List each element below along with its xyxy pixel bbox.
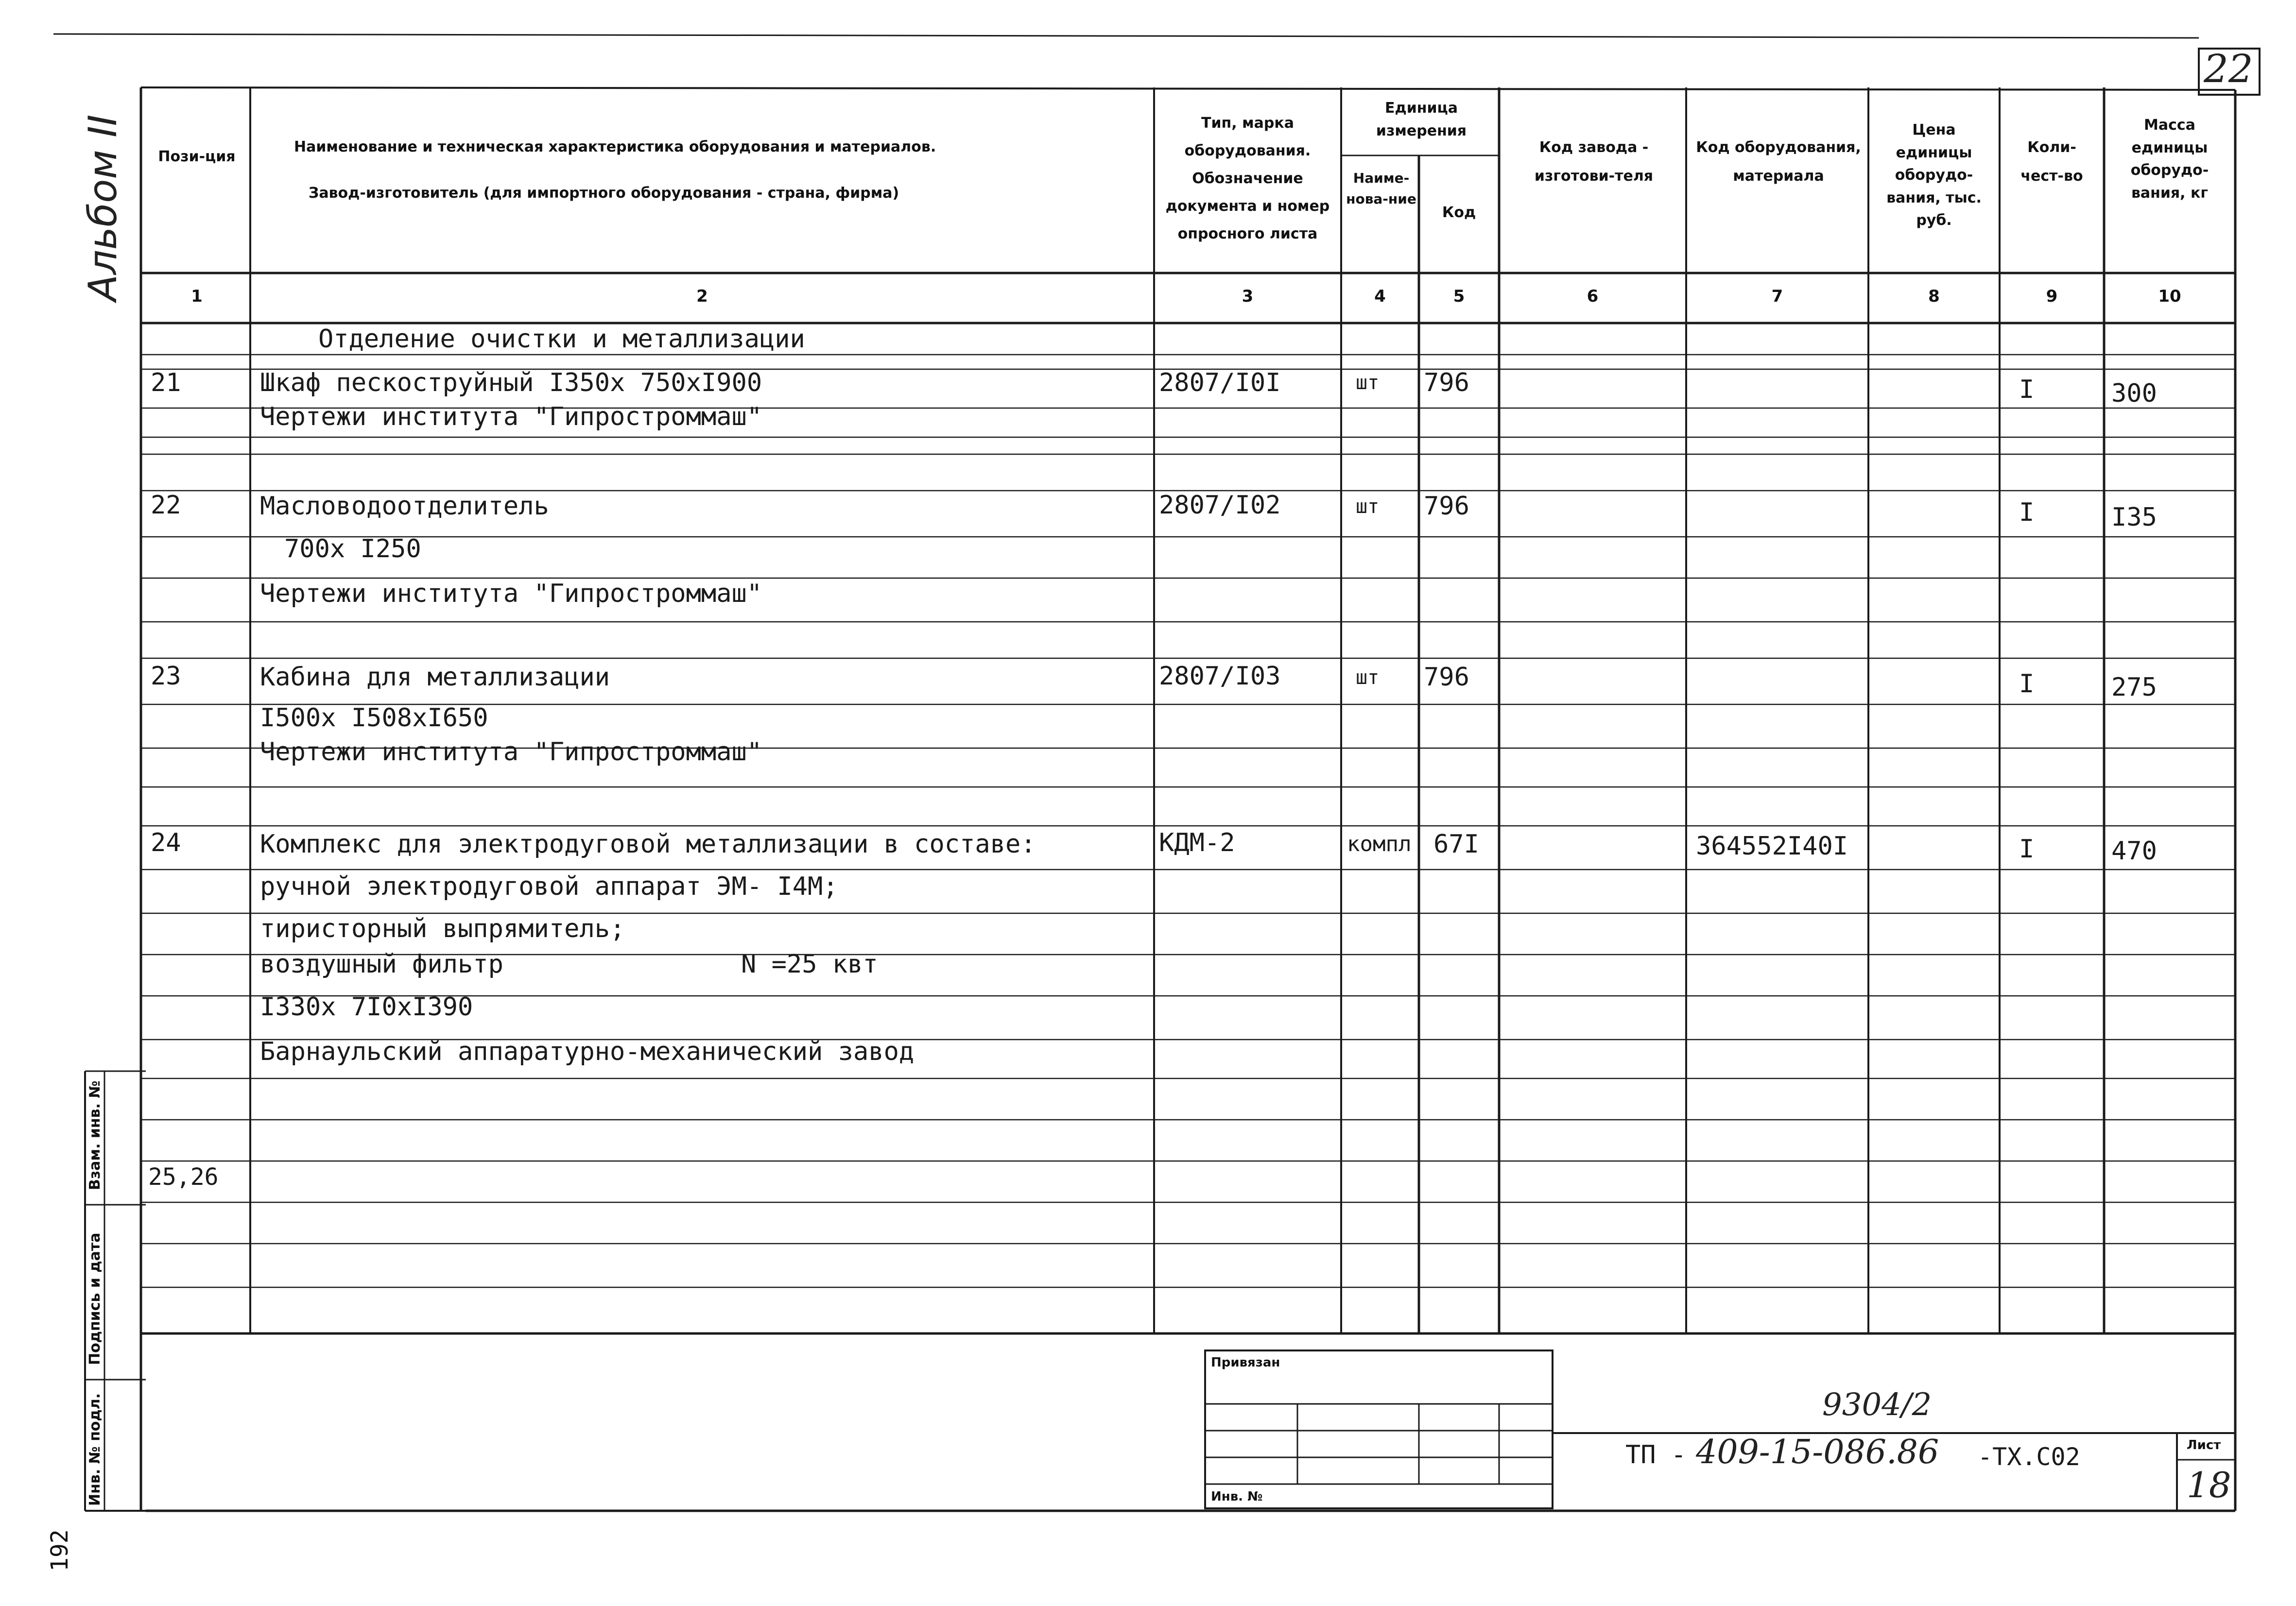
row-21-drawing-note: Чертежи института "Гипростроммаш": [260, 402, 762, 431]
col-number-2: 2: [696, 287, 708, 306]
row-22-doc: 2807/I02: [1159, 491, 1281, 520]
header-unit-code: Код: [1442, 204, 1476, 221]
row-24-name: Комплекс для электродуговой металлизации в составе:: [260, 830, 1036, 859]
header-name-line2: Завод-изготовитель (для импортного оборудования - страна, фирма): [309, 185, 899, 202]
row-23-unit: шт: [1356, 666, 1380, 689]
row-22-dimensions: 700х I250: [284, 534, 421, 564]
row-22-unit-code: 796: [1424, 492, 1469, 521]
row-23-doc: 2807/I03: [1159, 662, 1281, 691]
row-23-name: Кабина для металлизации: [260, 663, 610, 692]
row-24-position: 24: [151, 828, 181, 857]
side-left-number: 192: [46, 1529, 73, 1572]
row-24-unit: компл: [1347, 832, 1412, 856]
row-21-doc: 2807/I0I: [1159, 368, 1281, 397]
sheet-corner-number: 22: [2204, 46, 2253, 91]
header-type-doc: Тип, марка оборудования. Обозначение документа и номер опросного листа: [1165, 115, 1330, 242]
row-22-qty: I: [2019, 498, 2035, 527]
row-23-drawing-note: Чертежи института "Гипростроммаш": [260, 737, 762, 767]
row-22-name: Масловодоотделитель: [260, 492, 549, 521]
row-22-drawing-note: Чертежи института "Гипростроммаш": [260, 579, 762, 608]
col-number-1: 1: [191, 287, 203, 306]
row-22-unit: шт: [1356, 495, 1380, 518]
row-24-manufacturer: Барнаульский аппаратурно-механический завод: [260, 1037, 915, 1066]
row-24-dimensions: I330х 7I0хI390: [260, 992, 473, 1022]
header-position: Пози-ция: [158, 148, 236, 165]
side-label-vzam-inv: Взам. инв. №: [86, 1080, 104, 1190]
row-22-position: 22: [151, 491, 181, 520]
sheet-number: 18: [2187, 1465, 2231, 1505]
col-number-5: 5: [1453, 287, 1465, 306]
col-number-7: 7: [1771, 287, 1783, 306]
col-number-10: 10: [2158, 287, 2181, 306]
row-24-mass: 470: [2111, 837, 2157, 866]
row-21-unit: шт: [1356, 372, 1380, 394]
designation-prefix: ТП -: [1625, 1440, 1687, 1469]
row-22-mass: I35: [2111, 503, 2157, 532]
col-number-3: 3: [1242, 287, 1254, 306]
side-label-inv-podl: Инв. № подл.: [86, 1393, 104, 1506]
row-24-qty: I: [2019, 835, 2035, 864]
row-23-position: 23: [151, 662, 181, 691]
header-name-line1: Наименование и техническая характеристика оборудования и материалов.: [294, 138, 936, 155]
col-number-4: 4: [1374, 287, 1386, 306]
row-24-equipment-code: 364552I40I: [1696, 832, 1848, 861]
row-23-qty: I: [2019, 669, 2035, 699]
row-21-mass: 300: [2111, 379, 2157, 408]
section-title: Отделение очистки и металлизации: [318, 325, 805, 354]
row-24-component-3: воздушный фильтр: [260, 950, 503, 979]
row-21-qty: I: [2019, 375, 2035, 404]
sheet-label: Лист: [2187, 1438, 2221, 1452]
row-24-unit-code: 67I: [1433, 830, 1479, 859]
row-23-mass: 275: [2111, 673, 2157, 702]
album-label: Альбом II: [80, 114, 125, 301]
order-number: 9304/2: [1822, 1387, 1932, 1423]
header-unit-group: Единица измерения: [1376, 100, 1467, 139]
row-24-component-1: ручной электродуговой аппарат ЭМ- I4М;: [260, 872, 838, 901]
row-21-name: Шкаф пескоструйный I350х 750хI900: [260, 368, 762, 397]
row-21-unit-code: 796: [1424, 368, 1469, 397]
designation-suffix: -ТХ.С02: [1978, 1443, 2080, 1471]
row-24-power-note: N =25 квт: [741, 950, 878, 979]
col-number-6: 6: [1587, 287, 1599, 306]
header-price: Цена единицы оборудо-вания, тыс. руб.: [1886, 121, 1982, 229]
header-factory-code: Код завода - изготови-теля: [1534, 139, 1654, 185]
row-24-component-2: тиристорный выпрямитель;: [260, 914, 625, 943]
stamp-inv-no: Инв. №: [1211, 1489, 1263, 1504]
row-21-position: 21: [151, 368, 181, 397]
header-mass: Масса единицы оборудо-вания, кг: [2130, 117, 2209, 202]
col-number-9: 9: [2046, 287, 2058, 306]
stamp-privyazan: Привязан: [1211, 1355, 1280, 1370]
designation-number: 409-15-086.86: [1696, 1433, 1939, 1471]
row-24-doc: КДМ-2: [1159, 828, 1235, 857]
header-equipment-code: Код оборудования, материала: [1696, 139, 1861, 185]
header-unit-name: Наиме-нова-ние: [1346, 170, 1416, 207]
row-23-dimensions: I500х I508хI650: [260, 703, 488, 733]
row-23-unit-code: 796: [1424, 663, 1469, 692]
row-25-26-position: 25,26: [148, 1163, 219, 1191]
side-label-podpis-data: Подпись и дата: [86, 1232, 104, 1365]
col-number-8: 8: [1928, 287, 1940, 306]
header-quantity: Коли-чест-во: [2020, 139, 2083, 185]
